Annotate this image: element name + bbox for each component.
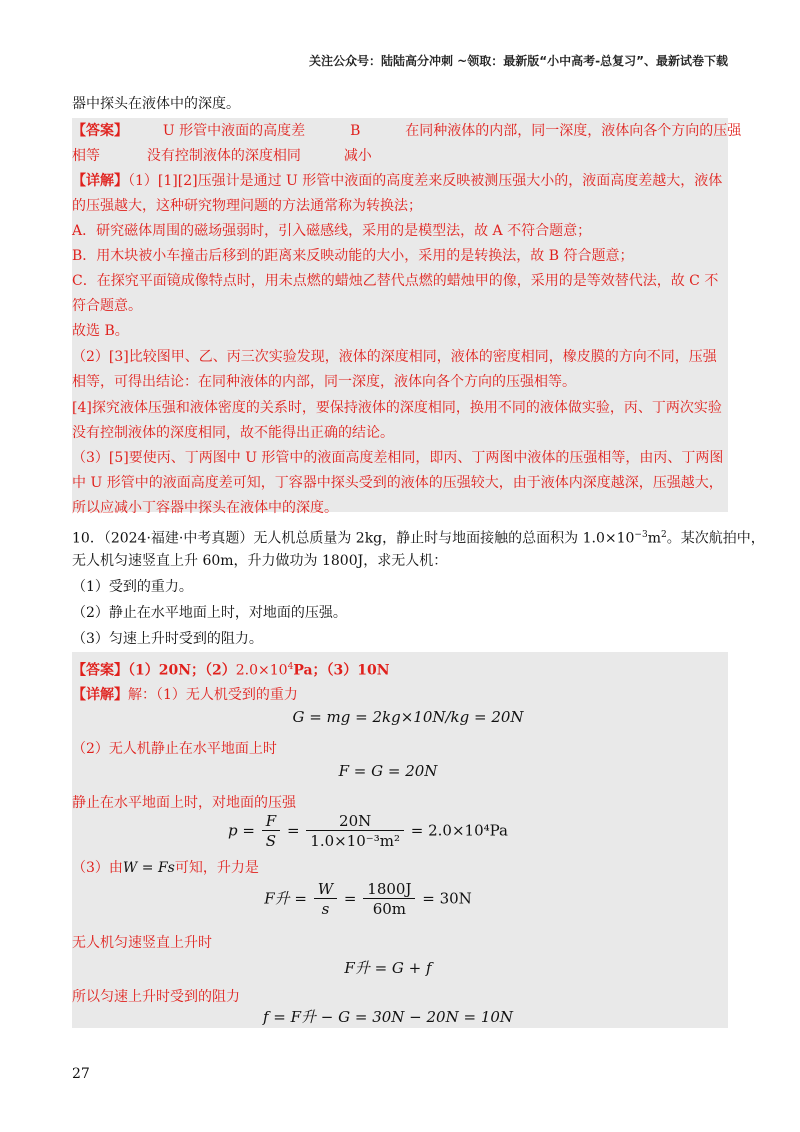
frac-num: 1800J <box>363 880 415 899</box>
formula-work-inline: W = Fs <box>122 860 175 876</box>
detail-line-2: 的压强越大，这种研究物理问题的方法通常称为转换法； <box>72 198 422 214</box>
q10-answer-a: （1）20N；（2） <box>128 662 236 679</box>
frac-den: 60m <box>372 900 407 918</box>
formula-lift-lhs: F升 = <box>264 889 307 908</box>
detail-line-11: 没有控制液体的深度相同，故不能得出正确的结论。 <box>72 425 394 441</box>
q10-stem-c: 。某次航拍中， <box>666 530 765 547</box>
q10-answer-c: Pa；（3）10N <box>293 662 390 679</box>
q10-text-3: 静止在水平地面上时，对地面的压强 <box>72 795 296 811</box>
formula-pressure-rhs: = 2.0×10⁴Pa <box>410 821 508 840</box>
frac-num: W <box>314 880 337 899</box>
detail-line-5: C．在探究平面镜成像特点时，用未点燃的蜡烛乙替代点燃的蜡烛甲的像，采用的是等效替代法，故 C 不 <box>72 273 719 289</box>
q10-stem-exp: −3 <box>634 530 648 540</box>
q10-detail-intro: 解：（1）无人机受到的重力 <box>128 687 298 703</box>
detail-line-12: （3）[5]要使丙、丁两图中 U 形管中的液面高度差相同，即丙、丁两图中液体的压强相等，由丙、丁两图 <box>72 450 724 466</box>
answer-blank-3-cont: 相等 <box>72 148 100 164</box>
q10-sub-2: （2）静止在水平地面上时，对地面的压强。 <box>72 605 347 621</box>
answer-blank-3: 在同种液体的内部，同一深度，液体向各个方向的压强 <box>405 123 742 139</box>
answer-blank-2: B <box>350 123 361 139</box>
formula-gravity: G = mg = 2kg×10N/kg = 20N <box>292 708 524 726</box>
q10-stem-b: m <box>647 530 661 547</box>
formula-pressure-lhs: p = <box>228 821 255 840</box>
q10-text-6: 所以匀速上升时受到的阻力 <box>72 989 240 1005</box>
detail-line-13: 中 U 形管中的液面高度差可知，丁容器中探头受到的液体的压强较大，由于液体内深度越深，压强越大， <box>72 475 723 491</box>
q10-sub-3: （3）匀速上升时受到的阻力。 <box>72 631 263 647</box>
q10-sub-1: （1）受到的重力。 <box>72 579 193 595</box>
detail-line-14: 所以应减小丁容器中探头在液体中的深度。 <box>72 500 338 516</box>
page-header: 关注公众号：陆陆高分冲刺 ~领取：最新版“小中高考-总复习”、最新试卷下载 <box>309 54 728 68</box>
formula-lift-balance: F升 = G + f <box>344 959 432 977</box>
q10-stem-exp2: 2 <box>660 530 667 540</box>
detail-line-4: B．用木块被小车撞击后移到的距离来反映动能的大小，采用的是转换法，故 B 符合题意； <box>72 248 634 264</box>
detail-text: （1）[1][2]压强计是通过 U 形管中液面的高度差来反映被测压强大小的，液面高度差越大，液体 <box>128 173 723 189</box>
fraction-lift-values <box>363 880 415 919</box>
formula-pressure: p = $\frac{F}{S}$ = $\frac{20N}{\text{1.0×10⁻³m²}}$ = 2.0×10⁴Pa <box>228 812 508 850</box>
frac-den: s <box>321 900 330 918</box>
fraction-values <box>306 812 404 851</box>
q10-text-4 <box>72 857 728 879</box>
q10-line-2: 无人机匀速竖直上升 60m，升力做功为 1800J，求无人机： <box>72 553 448 569</box>
fraction-w-over-s <box>314 880 337 919</box>
detail-label: 【详解】 <box>72 173 128 189</box>
formula-lift: F升 = $\frac{W}{s}$ = $\frac{1800J}{60m}$ = 30N <box>264 880 472 918</box>
detail-line-10: [4]探究液体压强和液体密度的关系时，要保持液体的深度相同，换用不同的液体做实验，丙、丁两次实验 <box>72 400 722 416</box>
frac-den: S <box>265 832 277 850</box>
q10-answer-line <box>72 656 728 682</box>
fraction-f-over-s <box>262 812 280 851</box>
detail-line-9: 相等，可得出结论：在同种液体的内部，同一深度，液体向各个方向的压强相等。 <box>72 374 576 390</box>
prev-answer-line <box>72 120 742 142</box>
q10-text-4b: 可知，升力是 <box>174 860 259 876</box>
q10-text-4a: （3）由 <box>72 860 123 876</box>
detail-line-8: （2）[3]比较图甲、乙、丙三次实验发现，液体的深度相同，液体的密度相同，橡皮膜的方向不同，压强 <box>72 349 717 365</box>
detail-line-6: 符合题意。 <box>72 298 142 314</box>
answer-blank-4: 没有控制液体的深度相同 <box>146 148 301 164</box>
continuation-text: 器中探头在液体中的深度。 <box>72 96 240 112</box>
frac-num: 20N <box>306 812 404 831</box>
prev-answer-line-2 <box>72 145 728 167</box>
q10-answer-exp: 4 <box>287 662 294 672</box>
formula-resistance: f = F升 − G = 30N − 20N = 10N <box>262 1008 514 1026</box>
q10-answer-b: 2.0×10 <box>235 662 288 679</box>
q10-detail-line <box>72 684 728 706</box>
formula-force: F = G = 20N <box>338 762 438 780</box>
answer-blank-5: 减小 <box>343 148 372 164</box>
page-number: 27 <box>72 1066 90 1082</box>
q10-line-1 <box>72 524 765 550</box>
q10-answer-label: 【答案】 <box>72 662 128 679</box>
detail-line-7: 故选 B。 <box>72 323 129 339</box>
q10-detail-label: 【详解】 <box>72 687 128 703</box>
answer-blank-1: U 形管中液面的高度差 <box>162 123 306 139</box>
detail-line-3: A．研究磁体周围的磁场强弱时，引入磁感线，采用的是模型法，故 A 不符合题意； <box>72 223 592 239</box>
q10-text-2: （2）无人机静止在水平地面上时 <box>72 741 277 757</box>
formula-lift-rhs: = 30N <box>422 889 472 908</box>
frac-den: 1.0×10⁻³m² <box>310 832 400 850</box>
q10-stem-a: 10．（2024·福建·中考真题）无人机总质量为 2kg，静止时与地面接触的总面积为 1.0×10 <box>72 530 635 547</box>
answer-label: 【答案】 <box>72 123 128 139</box>
detail-line-1 <box>72 170 728 192</box>
q10-text-5: 无人机匀速竖直上升时 <box>72 935 212 951</box>
frac-num: F <box>262 812 280 831</box>
